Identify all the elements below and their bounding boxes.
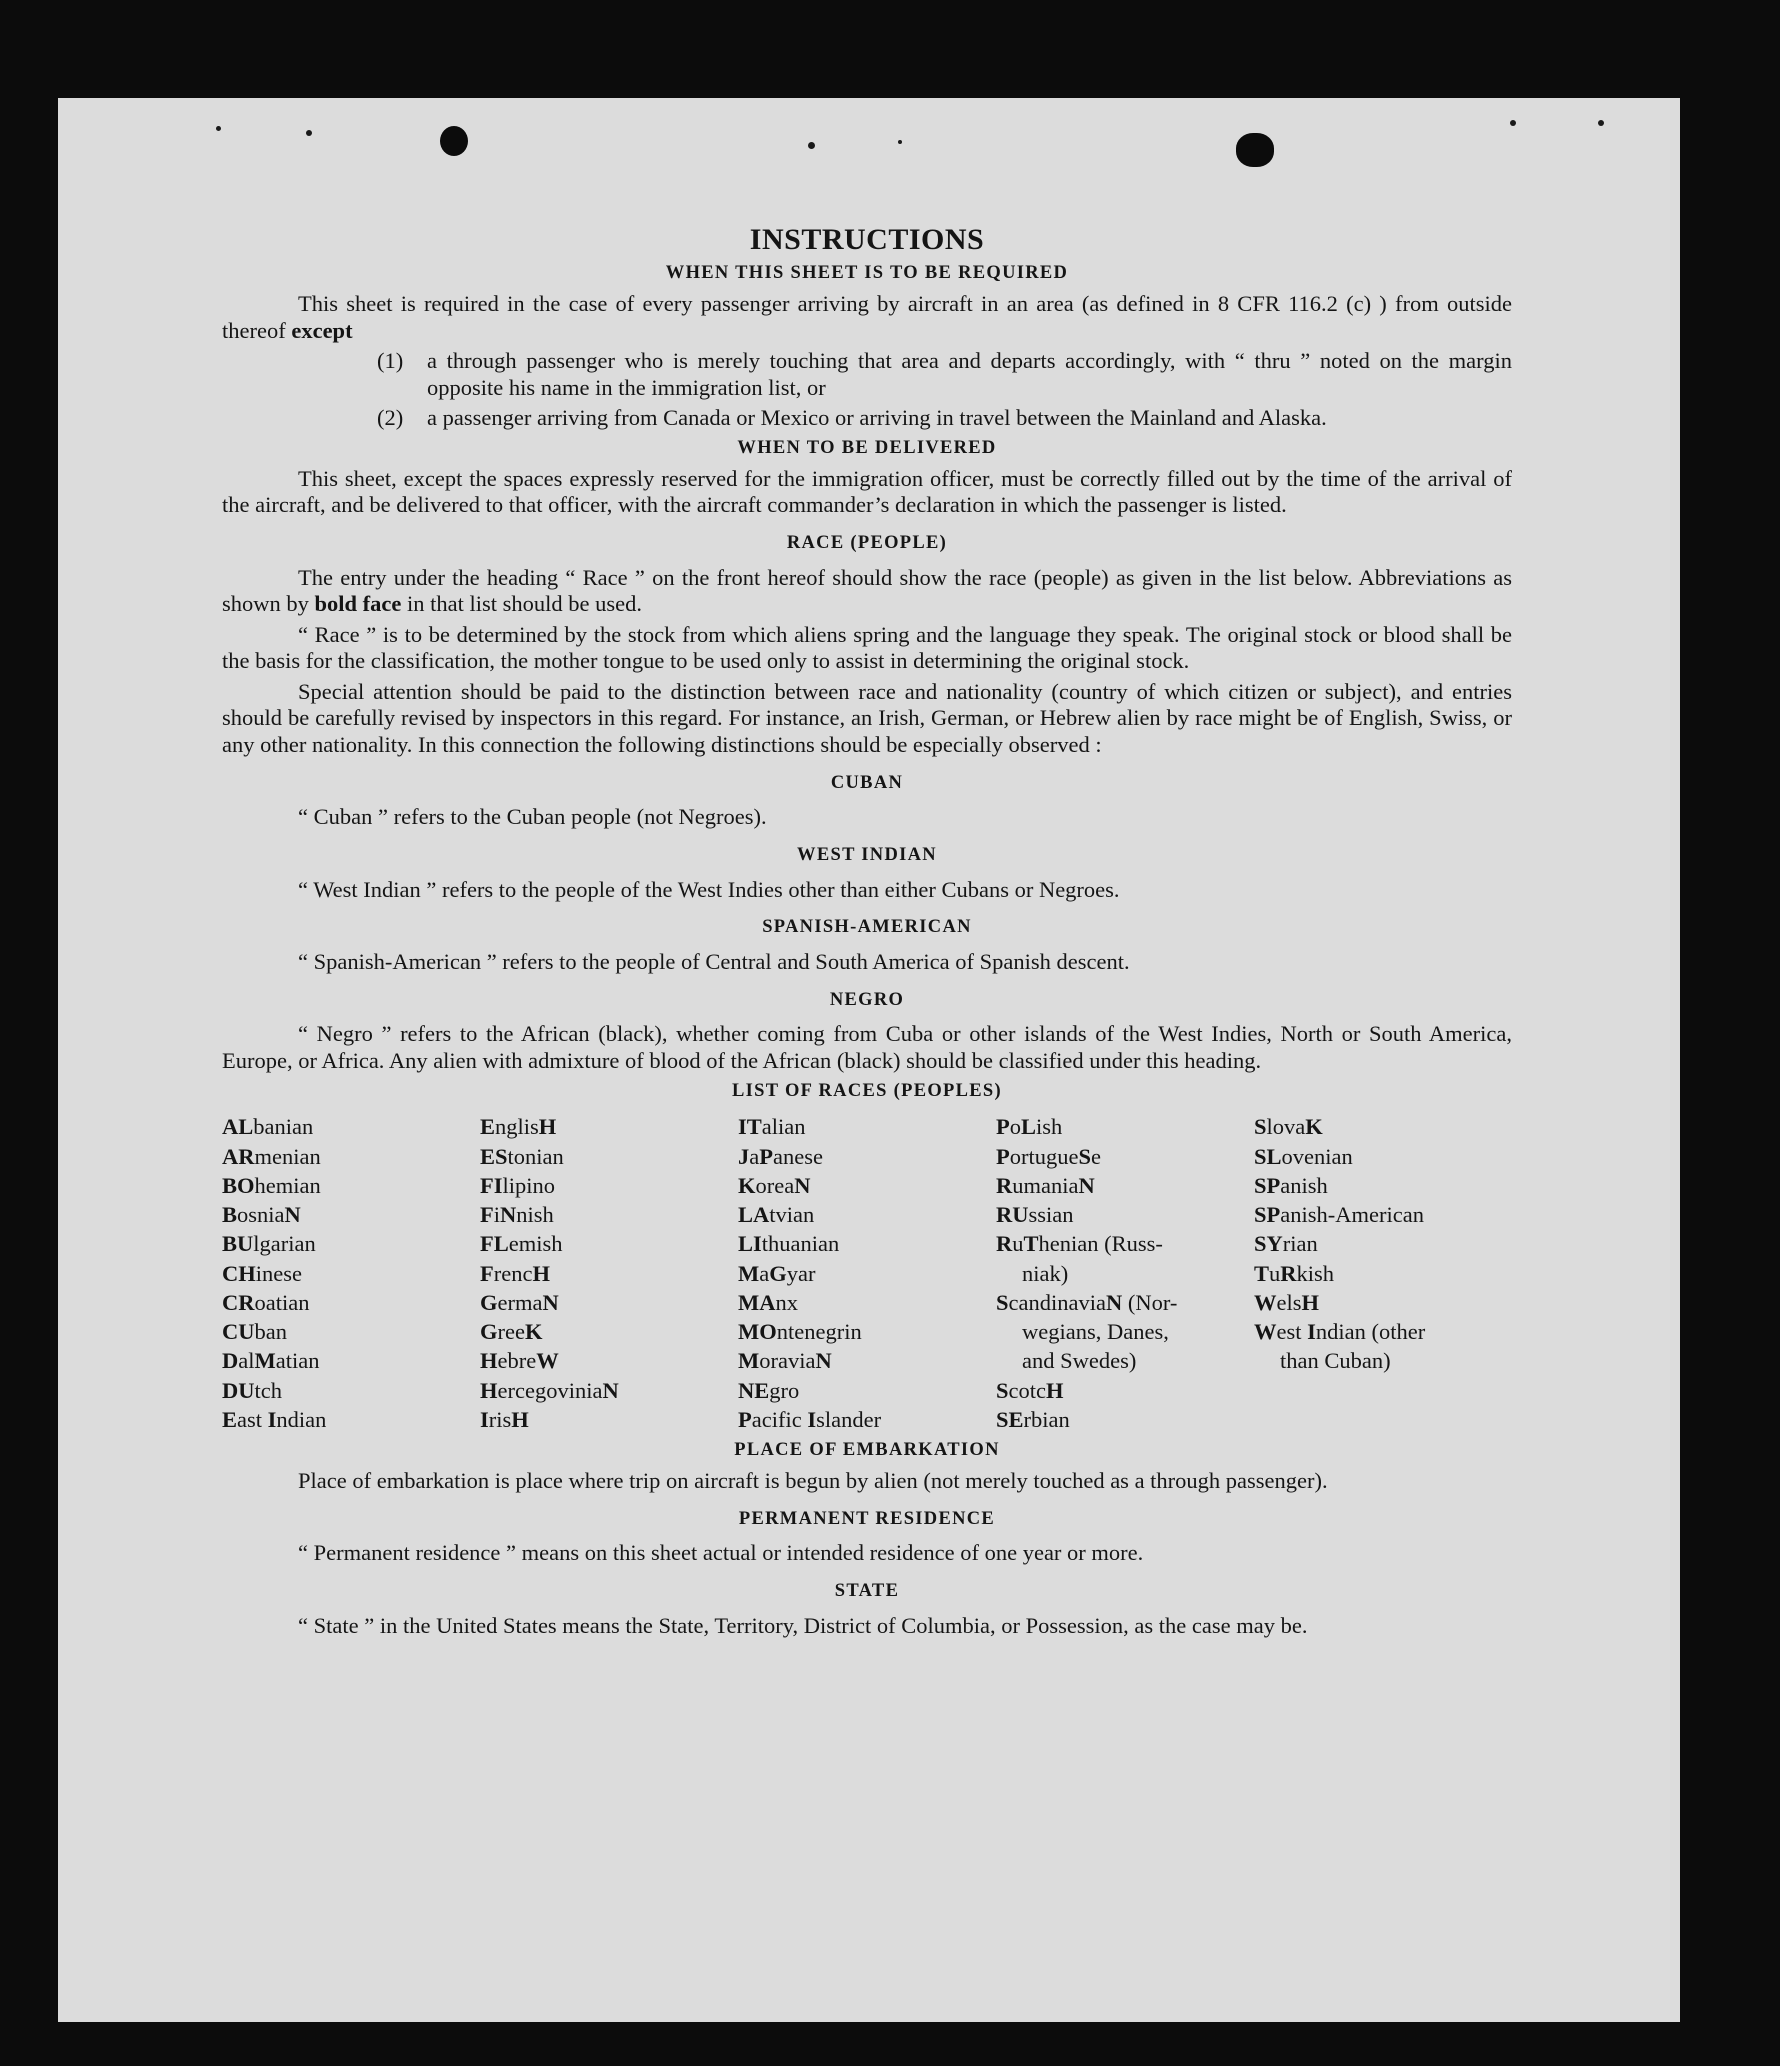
race-entry: and Swedes) (1022, 1348, 1137, 1374)
instructions-content (222, 222, 1512, 1643)
race-entry: niak) (1022, 1260, 1069, 1286)
race-column (222, 1112, 480, 1434)
speck (1598, 120, 1604, 126)
race-entry: SPanish (1254, 1172, 1328, 1198)
race-entry: MaGyar (738, 1260, 816, 1286)
punch-hole-right (1236, 133, 1274, 167)
section-heading-west-indian: WEST INDIAN (797, 844, 937, 865)
race-entry: WelsH (1254, 1289, 1320, 1315)
speck (898, 140, 902, 144)
section-heading-negro: NEGRO (829, 989, 905, 1010)
race-entry: PoLish (996, 1114, 1063, 1140)
race-entry: HebreW (480, 1348, 559, 1374)
race-entry: Pacific Islander (738, 1406, 882, 1432)
race-entry: ALbanian (222, 1114, 314, 1140)
race-paragraph-1 (222, 565, 1512, 618)
speck (306, 130, 312, 136)
race-entry: SPanish-American (1254, 1202, 1424, 1228)
race-entry: BosniaN (222, 1202, 301, 1228)
race-column (1254, 1112, 1512, 1434)
required-intro-text: This sheet is required in the case of every passenger arriving by aircraft in an area (as defined in 8 CFR 116.2 (c) ) from outside thereof (222, 291, 1512, 343)
race-entry: West Indian (other (1254, 1319, 1426, 1345)
race-column (738, 1112, 996, 1434)
race-column (996, 1112, 1254, 1434)
race-entry: FrencH (480, 1260, 550, 1286)
race-entry: RumaniaN (996, 1172, 1095, 1198)
race-entry: EStonian (480, 1143, 564, 1169)
embarkation-text: Place of embarkation is place where trip on aircraft is begun by alien (not merely touched as a through passenger). (298, 1467, 1328, 1493)
race-entry: PortugueSe (996, 1143, 1101, 1169)
race-entry: SLovenian (1254, 1143, 1353, 1169)
race-entry: EnglisH (480, 1114, 557, 1140)
delivered-text: This sheet, except the spaces expressly reserved for the immigration officer, must be correctly filled out by the time of the arrival of the aircraft, and be delivered to that officer, with the aircraft commander’s declaration in which the passenger is listed. (222, 465, 1512, 518)
race-entry: FIlipino (480, 1172, 556, 1198)
race-p1-text-b: in that list should be used. (407, 591, 643, 617)
required-item (377, 405, 1512, 432)
section-heading-residence: PERMANENT RESIDENCE (738, 1508, 996, 1529)
negro-text: “ Negro ” refers to the African (black), whether coming from Cuba or other islands of the West Indies, North or South America, Europe, or Africa. Any alien with admixture of blood of the African (black) should be classified under this heading. (222, 1021, 1512, 1074)
race-paragraph-2: “ Race ” is to be determined by the stock from which aliens spring and the language they speak. The original stock or blood shall be the basis for the classification, the mother tongue to be used only to assist in determining the original stock. (222, 621, 1512, 674)
race-entry: MAnx (738, 1289, 798, 1315)
race-entry: GermaN (480, 1289, 559, 1315)
race-column (480, 1112, 738, 1434)
race-entry: CHinese (222, 1260, 302, 1286)
race-entry: than Cuban) (1280, 1348, 1391, 1374)
residence-text: “ Permanent residence ” means on this sheet actual or intended residence of one year or more. (298, 1540, 1144, 1566)
race-entry: HercegoviniaN (480, 1377, 619, 1403)
race-entry: BUlgarian (222, 1231, 316, 1257)
page-title: INSTRUCTIONS (749, 223, 985, 256)
required-item (377, 348, 1512, 401)
race-entry: MOntenegrin (738, 1319, 862, 1345)
item-number: (1) (377, 348, 404, 374)
race-entry: SErbian (996, 1406, 1070, 1432)
section-heading-spanish-american: SPANISH-AMERICAN (762, 917, 972, 938)
speck (216, 126, 221, 131)
race-p1-text-a: The entry under the heading “ Race ” on the front hereof should show the race (people) as given in the list below. Abbreviations as shown by (222, 564, 1512, 617)
section-heading-cuban: CUBAN (830, 772, 904, 793)
race-entry: KoreaN (738, 1172, 811, 1198)
race-entry: ARmenian (222, 1143, 321, 1169)
race-entry: CUban (222, 1319, 287, 1345)
race-entry: NEgro (738, 1377, 800, 1403)
section-heading-required: WHEN THIS SHEET IS TO BE REQUIRED (665, 263, 1069, 284)
race-entry: CRoatian (222, 1289, 310, 1315)
required-intro-bold: except (291, 317, 353, 343)
item-text: a passenger arriving from Canada or Mexico or arriving in travel between the Mainland and Alaska. (427, 405, 1327, 431)
race-entry: LAtvian (738, 1202, 815, 1228)
race-entry: RuThenian (Russ- (996, 1231, 1163, 1257)
races-list (222, 1112, 1512, 1434)
race-entry: TuRkish (1254, 1260, 1335, 1286)
race-p1-bold: bold face (314, 591, 402, 617)
section-heading-race: RACE (PEOPLE) (786, 532, 948, 553)
race-entry: LIthuanian (738, 1231, 840, 1257)
state-text: “ State ” in the United States means the State, Territory, District of Columbia, or Possession, as the case may be. (298, 1612, 1308, 1638)
race-entry: East Indian (222, 1406, 327, 1432)
punch-hole-left (440, 126, 468, 156)
race-entry: wegians, Danes, (1022, 1319, 1169, 1345)
race-paragraph-3: Special attention should be paid to the distinction between race and nationality (country of which citizen or subject), and entries should be carefully revised by inspectors in this regard. For instance, an Irish, German, or Hebrew alien by race might be of English, Swiss, or any other nationality. In this connection the following distinctions should be especially observed : (222, 678, 1512, 757)
section-heading-embarkation: PLACE OF EMBARKATION (734, 1440, 1000, 1461)
race-entry: ScandinaviaN (Nor- (996, 1289, 1178, 1315)
race-entry: ScotcH (996, 1377, 1064, 1403)
race-entry: FLemish (480, 1231, 563, 1257)
race-entry: ITalian (738, 1114, 806, 1140)
race-entry: FiNnish (480, 1202, 554, 1228)
speck (808, 142, 815, 149)
speck (1510, 120, 1516, 126)
section-heading-state: STATE (834, 1580, 900, 1601)
race-entry: GreeK (480, 1319, 543, 1345)
race-entry: SlovaK (1254, 1114, 1323, 1140)
race-entry: BOhemian (222, 1172, 321, 1198)
required-intro (222, 291, 1512, 344)
item-number: (2) (377, 405, 404, 431)
item-text: a through passenger who is merely touching that area and departs accordingly, with “ thru ” noted on the margin opposite his name in the immigration list, or (427, 348, 1512, 400)
race-entry: MoraviaN (738, 1348, 832, 1374)
spanish-american-text: “ Spanish-American ” refers to the people of Central and South America of Spanish descent. (298, 949, 1130, 975)
race-entry: SYrian (1254, 1231, 1318, 1257)
west-indian-text: “ West Indian ” refers to the people of the West Indies other than either Cubans or Negroes. (298, 876, 1120, 902)
race-entry: DalMatian (222, 1348, 320, 1374)
race-entry: DUtch (222, 1377, 282, 1403)
section-heading-delivered: WHEN TO BE DELIVERED (737, 437, 997, 458)
cuban-text: “ Cuban ” refers to the Cuban people (not Negroes). (298, 804, 767, 830)
race-entry: JaPanese (738, 1143, 823, 1169)
race-entry: IrisH (480, 1406, 529, 1432)
race-entry: RUssian (996, 1202, 1074, 1228)
section-heading-list-of-races: LIST OF RACES (PEOPLES) (732, 1080, 1002, 1101)
